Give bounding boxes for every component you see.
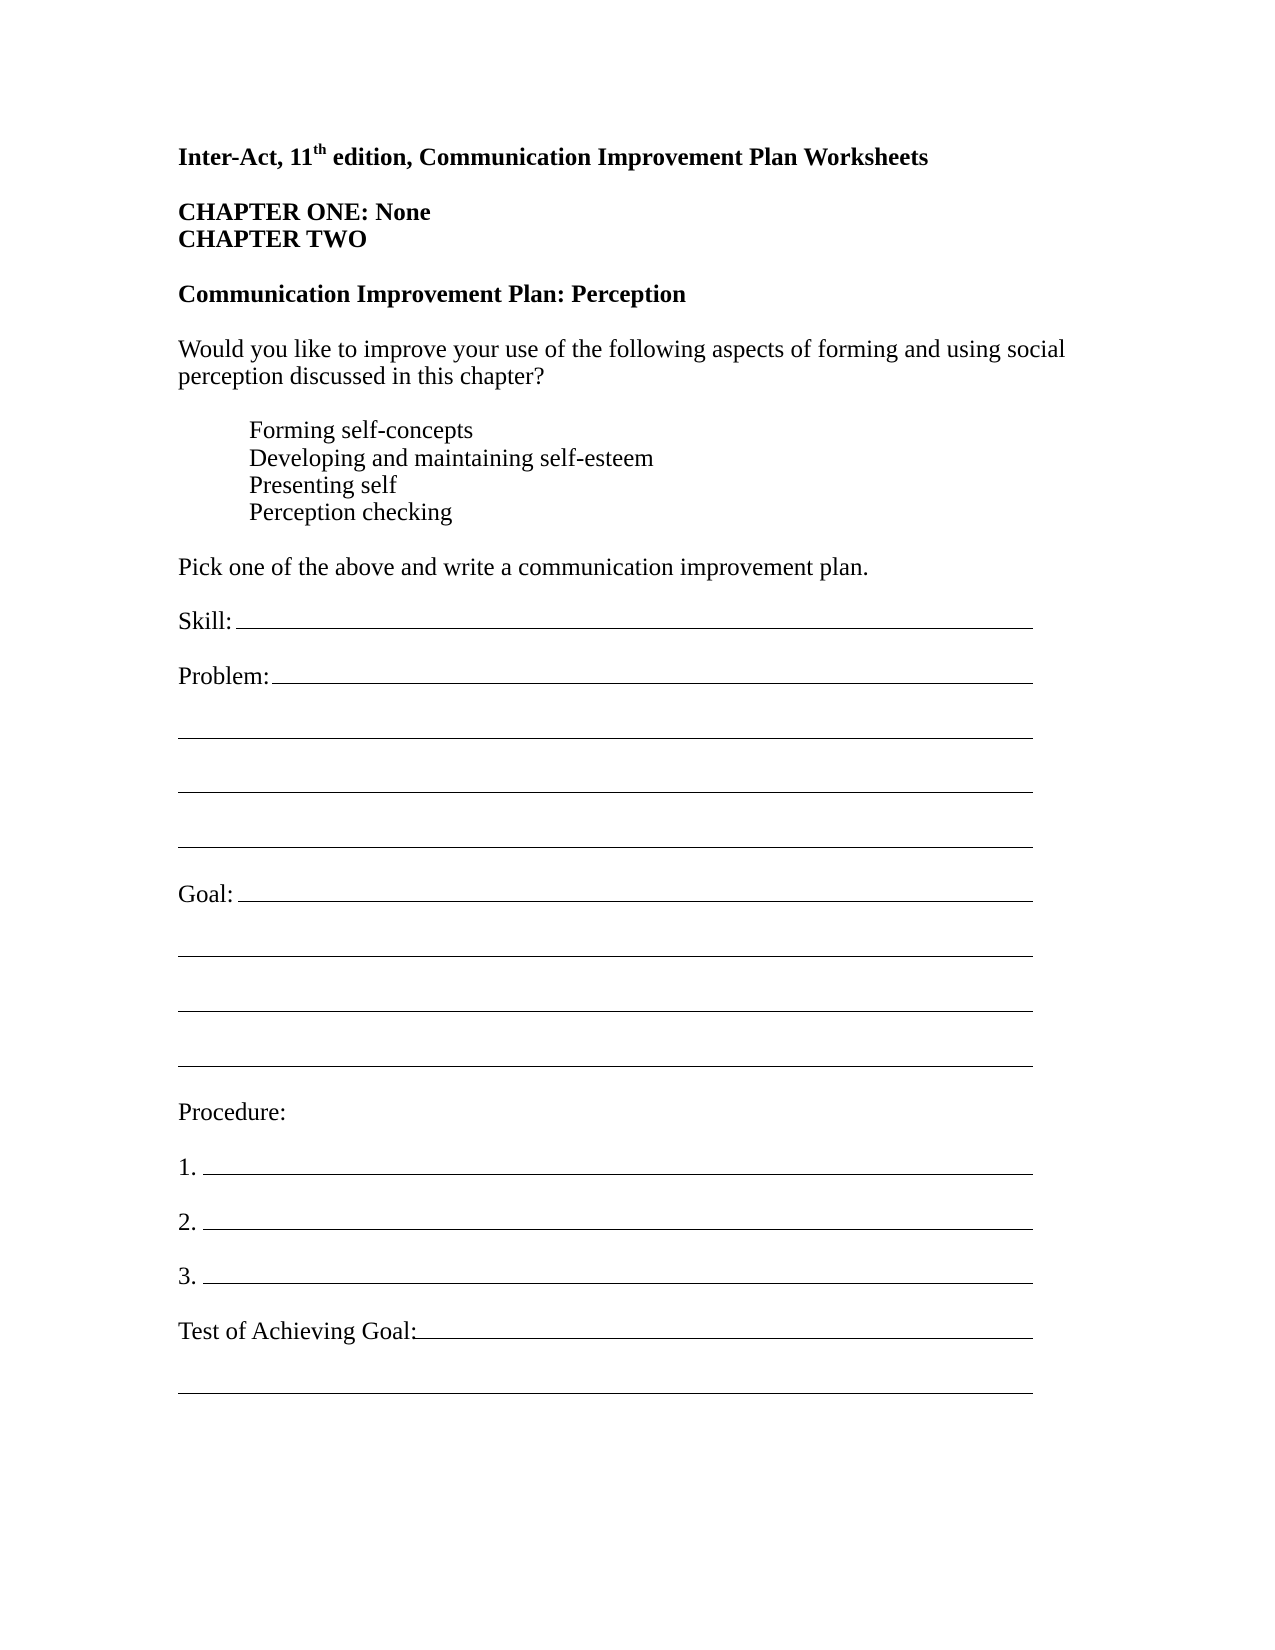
intro-line-2: perception discussed in this chapter? <box>178 363 545 390</box>
problem-label: Problem: <box>178 663 270 690</box>
aspect-item: Developing and maintaining self-esteem <box>249 445 654 472</box>
aspect-item: Presenting self <box>249 472 397 499</box>
chapter-two-heading: CHAPTER TWO <box>178 226 368 253</box>
title-part-1: Inter-Act, 11 <box>178 144 314 171</box>
procedure-step-1-line[interactable] <box>203 1174 1033 1175</box>
procedure-step-3-line[interactable] <box>203 1283 1033 1284</box>
title-superscript: th <box>313 141 327 158</box>
problem-answer-line[interactable] <box>178 847 1033 848</box>
procedure-step-number: 3. <box>178 1263 197 1290</box>
intro-line-1: Would you like to improve your use of the following aspects of forming and using social <box>178 336 1066 363</box>
skill-label: Skill: <box>178 608 233 635</box>
test-label: Test of Achieving Goal: <box>178 1318 418 1345</box>
test-answer-line[interactable] <box>178 1393 1033 1394</box>
goal-answer-line[interactable] <box>178 1066 1033 1067</box>
skill-answer-line[interactable] <box>236 628 1033 629</box>
aspect-item: Perception checking <box>249 499 453 526</box>
title-part-2: edition, Communication Improvement Plan Worksheets <box>326 144 929 171</box>
instruction-text: Pick one of the above and write a communication improvement plan. <box>178 554 869 581</box>
procedure-label: Procedure: <box>178 1099 287 1126</box>
procedure-step-number: 2. <box>178 1209 197 1236</box>
goal-answer-line[interactable] <box>178 1011 1033 1012</box>
procedure-step-number: 1. <box>178 1154 197 1181</box>
section-heading: Communication Improvement Plan: Perception <box>178 281 687 308</box>
goal-label: Goal: <box>178 881 234 908</box>
chapter-one-heading: CHAPTER ONE: None <box>178 199 431 226</box>
problem-answer-line[interactable] <box>178 792 1033 793</box>
procedure-step-2-line[interactable] <box>203 1229 1033 1230</box>
aspect-item: Forming self-concepts <box>249 417 474 444</box>
goal-answer-line[interactable] <box>178 956 1033 957</box>
problem-answer-line[interactable] <box>272 683 1033 684</box>
problem-answer-line[interactable] <box>178 738 1033 739</box>
test-answer-line[interactable] <box>414 1338 1033 1339</box>
worksheet-title <box>178 141 929 172</box>
goal-answer-line[interactable] <box>238 901 1033 902</box>
